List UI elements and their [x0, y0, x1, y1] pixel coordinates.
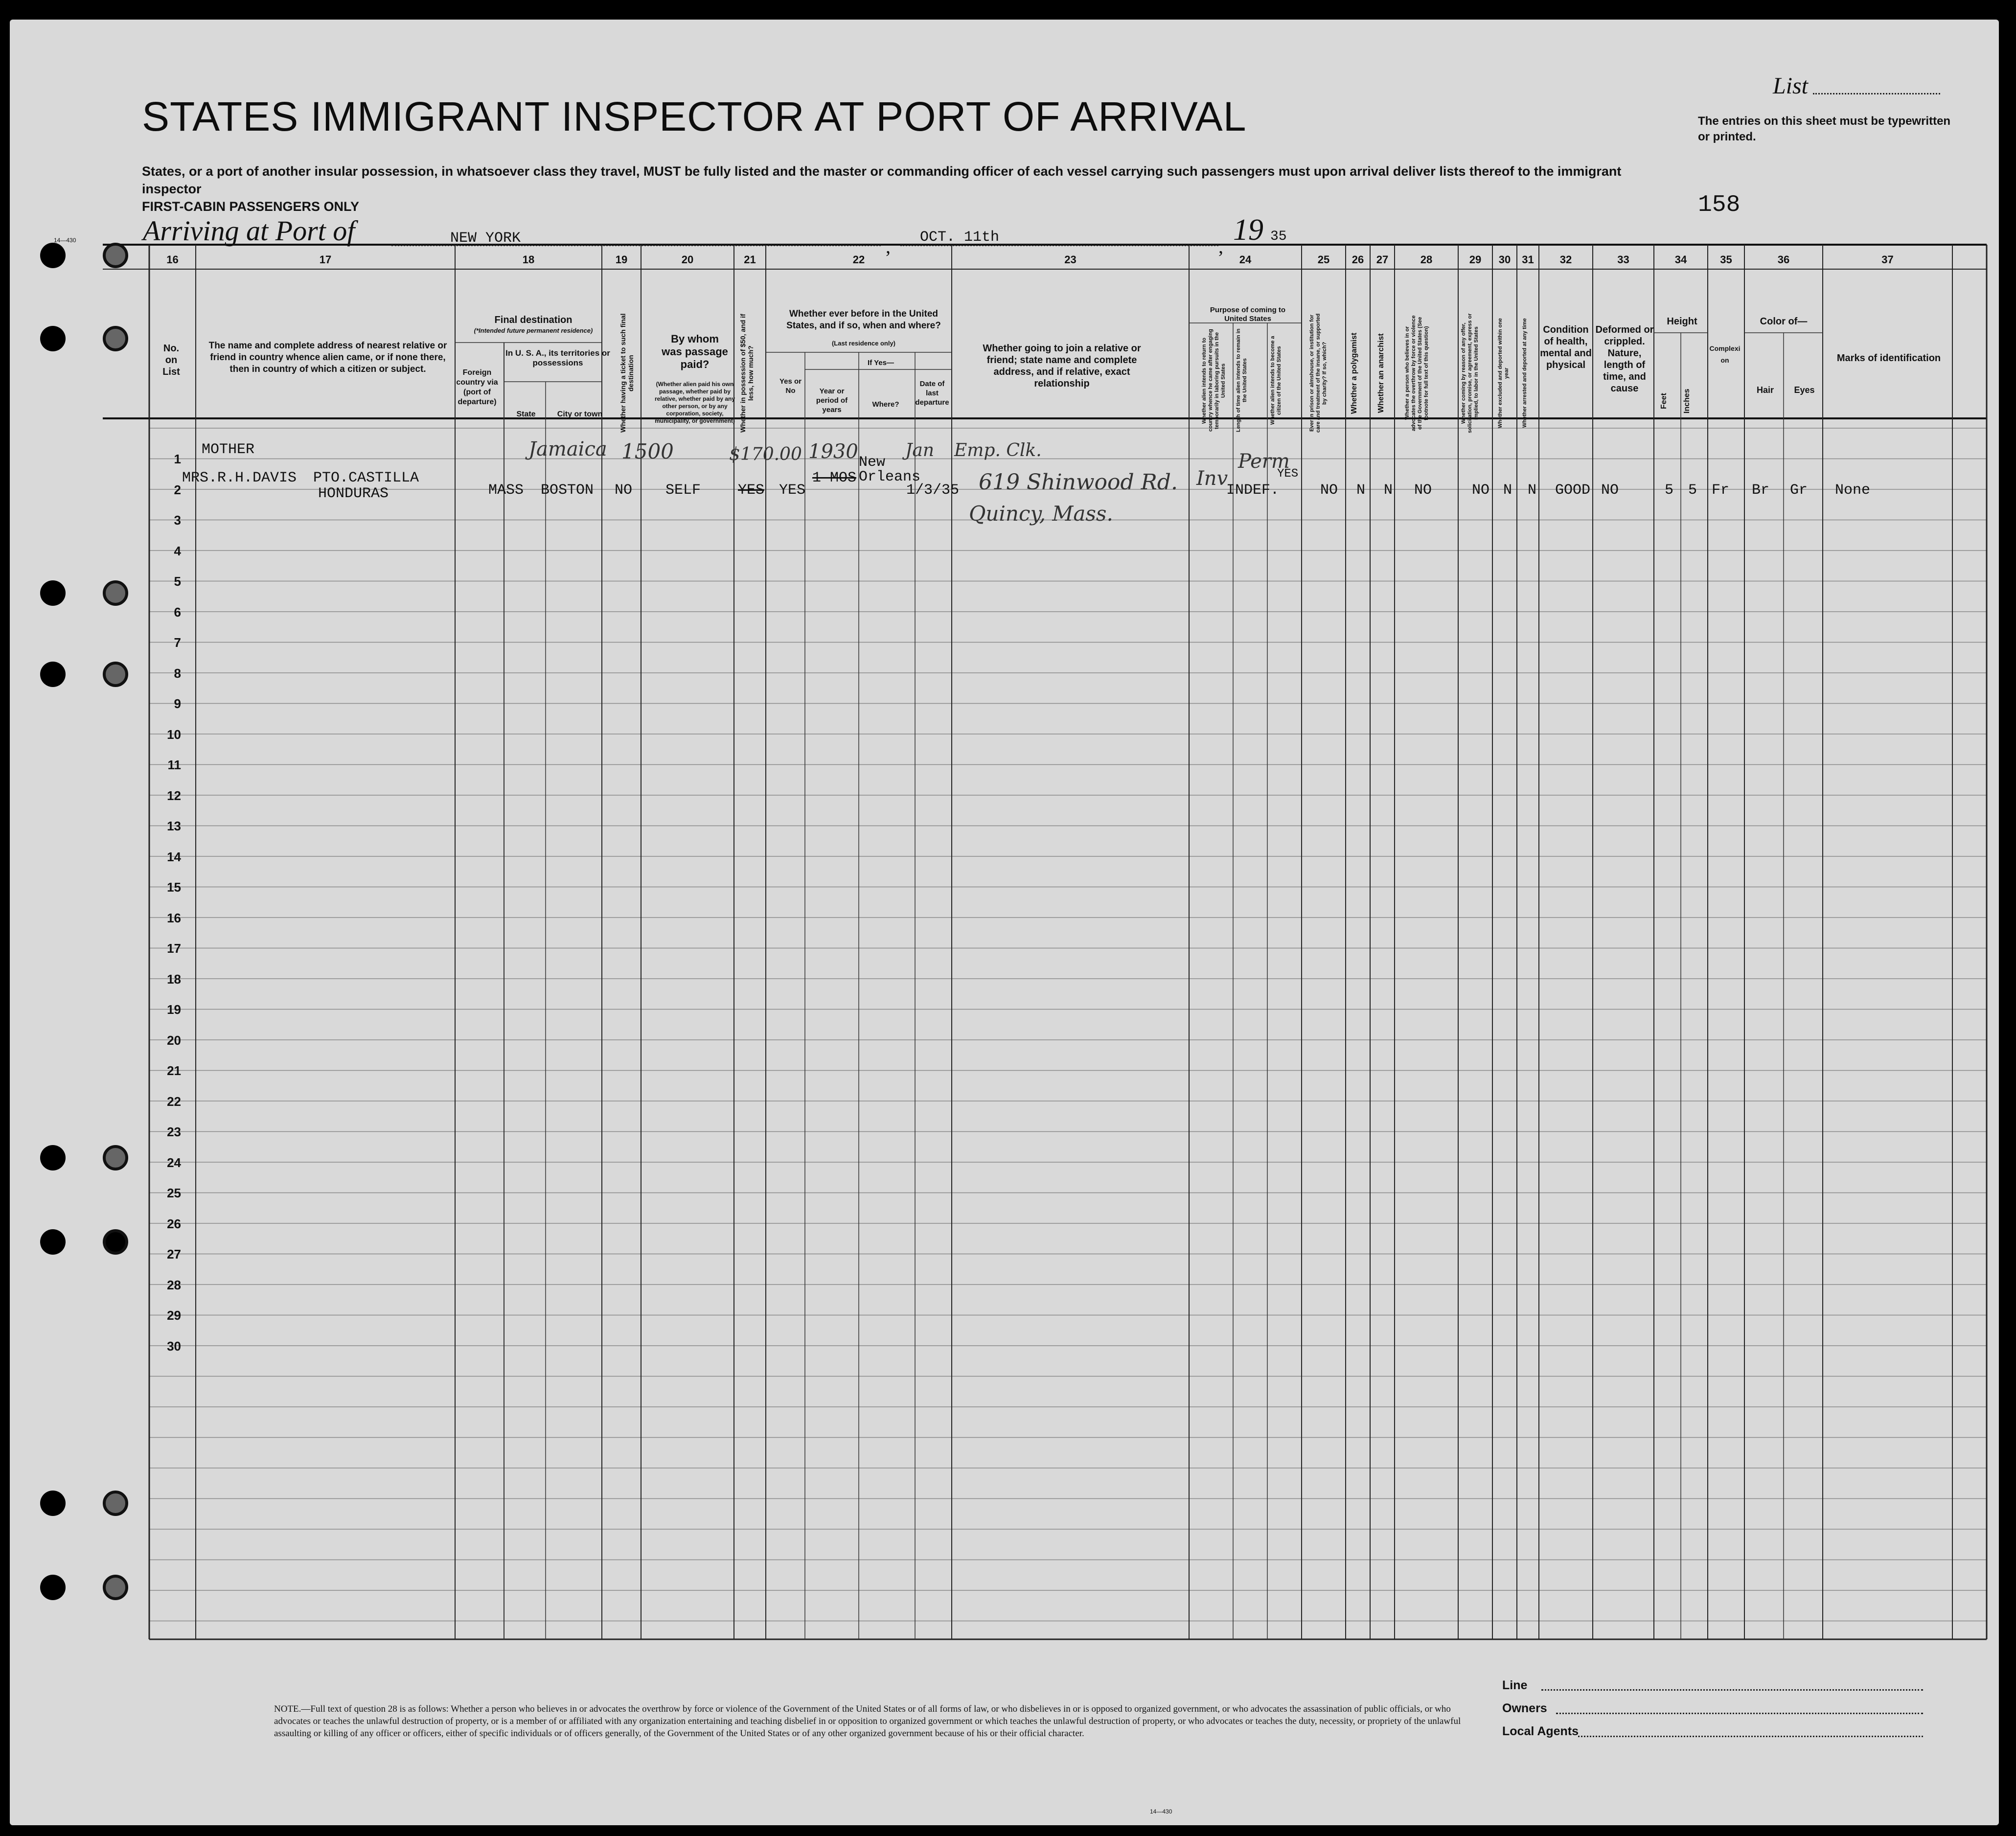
arriving-label: Arriving at Port of: [143, 215, 355, 247]
line-dotted: [1541, 1689, 1923, 1691]
row-number: 1: [174, 452, 181, 466]
column-number: 36: [1777, 253, 1790, 266]
entry-prison: NO: [1320, 482, 1338, 499]
header-overthrow: Whether a person who believes in or advocates the overthrow by force or violence of the Government of the United States (See footnote for full text of this question): [1404, 315, 1429, 431]
entry-hair: Br: [1752, 482, 1770, 499]
binder-hole: [40, 580, 66, 606]
entry-hand-ticket: 1500: [621, 439, 674, 463]
entry-before-years-hand: 1930: [808, 440, 858, 463]
entry-purpose-hand: Inv: [1196, 467, 1228, 490]
row-number: 2: [174, 482, 181, 497]
entry-last-departure: 1/3/35: [906, 482, 960, 499]
entry-eyes: Gr: [1790, 482, 1808, 499]
row-number: 29: [167, 1308, 181, 1323]
entry-departure-hand: Jan: [905, 440, 935, 460]
header-no-on-list: No. on List: [162, 343, 180, 377]
header-state: State: [516, 410, 536, 418]
binder-hole-ring: [103, 1145, 128, 1170]
entry-address-1: PTO.CASTILLA: [313, 470, 419, 486]
header-inches: Inches: [1683, 389, 1691, 414]
binder-hole: [40, 1229, 66, 1255]
binder-hole-ring: [103, 1229, 128, 1255]
owners-label: Owners: [1502, 1701, 1547, 1715]
binder-hole-ring: [103, 243, 128, 268]
column-number: 22: [852, 253, 865, 266]
entry-overthrow: NO: [1414, 482, 1432, 499]
column-number: 37: [1881, 253, 1894, 266]
header-marks: Marks of identification: [1836, 353, 1941, 364]
entry-polygamist: N: [1356, 482, 1366, 499]
column-number: 16: [166, 253, 179, 266]
entry-feet: 5: [1665, 482, 1674, 499]
date-value: OCT. 11th: [920, 229, 1000, 246]
header-deformed: Deformed or crippled. Nature, length of time, and cause: [1595, 324, 1654, 394]
row-number: 3: [174, 513, 181, 528]
header-where: Where?: [872, 400, 899, 409]
column-number: 17: [319, 253, 332, 266]
header-ticket: Whether having a ticket to such final destination: [619, 313, 635, 433]
header-if-yes: If Yes—: [868, 359, 894, 367]
column-number: 26: [1352, 253, 1364, 266]
row-number: 19: [167, 1002, 181, 1017]
entry-citizen: YES: [1277, 467, 1299, 481]
binder-hole: [40, 326, 66, 351]
column-number: 28: [1420, 253, 1433, 266]
entry-purpose-hand-2: Perm: [1238, 450, 1290, 473]
binder-hole-ring: [103, 580, 128, 606]
header-join-relative: Whether going to join a relative or friend; state name and complete address, and if relative, exact relationship: [983, 343, 1141, 389]
header-final-destination: Final destination: [494, 315, 573, 325]
header-arrested: Whether arrested and deported at any time: [1522, 318, 1528, 428]
row-number: 30: [167, 1338, 181, 1354]
row-number: 15: [167, 880, 181, 895]
column-number: 18: [522, 253, 535, 266]
row-number: 10: [167, 727, 181, 742]
header-polygamist: Whether a polygamist: [1350, 332, 1358, 414]
header-height: Height: [1667, 316, 1697, 327]
row-number: 21: [167, 1063, 181, 1078]
header-prison: Ever in prison or almshouse, or institution for care and treatment of the insane, or supported by charity? If so, which?: [1309, 313, 1328, 433]
form-grid: [10, 20, 1999, 1825]
comma-mark: ,: [886, 235, 891, 257]
header-last-residence: (Last residence only): [831, 340, 896, 347]
line-label: Line: [1502, 1678, 1528, 1692]
header-purpose-return: Whether alien intends to return to country whence he came after engaging temporarily in laboring pursuits in the United States: [1201, 329, 1226, 432]
header-feet: Feet: [1660, 393, 1668, 410]
column-number: 32: [1559, 253, 1572, 266]
header-complexion: Complexion: [1709, 344, 1741, 364]
entry-hand-destination: Jamaica: [528, 438, 607, 460]
entry-money: YES: [738, 482, 765, 499]
binder-hole-ring: [103, 662, 128, 687]
column-number: 20: [681, 253, 694, 266]
entry-complexion: Fr: [1712, 482, 1730, 499]
row-number: 5: [174, 574, 181, 589]
header-eyes: Eyes: [1794, 385, 1815, 395]
instructions-text: States, or a port of another insular possession, in whatsoever class they travel, MUST be fully listed and the master or commanding officer of each vessel carrying such passengers must upon arrival deliver lists thereof to the immigrant inspector: [142, 164, 1622, 196]
list-dotted-line: [1813, 93, 1940, 94]
row-number: 27: [167, 1247, 181, 1262]
binder-hole-ring: [103, 1575, 128, 1600]
comma-mark-2: ,: [1218, 235, 1223, 257]
agents-dotted: [1578, 1736, 1923, 1737]
binder-hole: [40, 662, 66, 687]
page-number: 158: [1698, 192, 1741, 218]
year-suffix: 35: [1270, 229, 1287, 244]
entry-deformed: NO: [1601, 482, 1619, 499]
entry-inches: 5: [1688, 482, 1697, 499]
header-purpose-citizen: Whether alien intends to become a citizen of the United States: [1270, 336, 1282, 425]
entry-excluded: N: [1503, 482, 1512, 499]
header-labor-offer: Whether coming by reason of any offer, solicitation, promise, or agreement, express or implied, to labor in the United States: [1461, 313, 1479, 433]
page-title: STATES IMMIGRANT INSPECTOR AT PORT OF ARRIVAL: [142, 93, 1247, 139]
binder-hole-ring: [103, 326, 128, 351]
entry-name: MRS.R.H.DAVIS: [182, 470, 297, 486]
row-number: 14: [167, 849, 181, 864]
header-nearest-relative: The name and complete address of nearest relative or friend in country whence alien came, or if none there, then in country of which a citizen or subject.: [208, 341, 447, 374]
sheet-note: The entries on this sheet must be typewritten or printed.: [1698, 115, 1951, 143]
entry-before-where: New Orleans: [859, 454, 921, 485]
header-usa: In U. S. A., its territories or possessions: [505, 348, 610, 367]
entry-labor: NO: [1472, 482, 1490, 499]
list-label: List: [1772, 73, 1808, 99]
row-number: 8: [174, 666, 181, 681]
row-number: 26: [167, 1216, 181, 1231]
form-code-bottom: 14—430: [1150, 1808, 1172, 1815]
year-prefix: 19: [1233, 213, 1263, 247]
row-number: 6: [174, 604, 181, 620]
entry-join-hand-1: Emp. Clk.: [954, 440, 1042, 460]
header-passage-paid-sub: (Whether alien paid his own passage, whether paid by relative, whether paid by any other person, or by any corporation, society, municipality, or government): [654, 381, 735, 424]
binder-hole: [40, 1575, 66, 1600]
entry-marks: None: [1835, 482, 1871, 499]
class-line: FIRST-CABIN PASSENGERS ONLY: [142, 199, 360, 214]
column-number: 31: [1522, 253, 1534, 266]
port-value: NEW YORK: [450, 230, 521, 247]
header-city: City or town: [557, 410, 603, 418]
entry-join-hand-3: Quincy, Mass.: [969, 502, 1113, 526]
entry-length: INDEF.: [1226, 482, 1280, 499]
header-yes-no: Yes or No: [779, 377, 802, 395]
header-anarchist: Whether an anarchist: [1377, 333, 1385, 413]
column-number: 34: [1674, 253, 1687, 266]
entry-ticket: NO: [615, 482, 633, 499]
header-foreign-country: Foreign country via (port of departure): [456, 368, 498, 406]
binder-hole: [40, 1491, 66, 1516]
header-hair: Hair: [1756, 385, 1774, 395]
header-purpose: Purpose of coming to United States: [1210, 306, 1286, 323]
row-number: 7: [174, 635, 181, 650]
header-final-destination-sub: (*Intended future permanent residence): [474, 327, 593, 334]
row-number: 20: [167, 1033, 181, 1048]
row-number: 12: [167, 788, 181, 803]
column-number: 27: [1376, 253, 1389, 266]
row-number: 18: [167, 971, 181, 987]
header-date-departure: Date of last departure: [915, 380, 949, 407]
entry-address-2: HONDURAS: [318, 485, 389, 502]
column-number: 24: [1239, 253, 1252, 266]
row-number: 24: [167, 1155, 181, 1170]
header-health: Condition of health, mental and physical: [1540, 324, 1592, 370]
entry-relationship: MOTHER: [202, 441, 255, 458]
column-number: 33: [1617, 253, 1629, 266]
header-purpose-length: Length of time alien intends to remain in the United States: [1236, 328, 1248, 433]
header-money: Whether in possession of $50, and if less, how much?: [739, 314, 755, 433]
agents-label: Local Agents: [1502, 1724, 1579, 1738]
column-number: 29: [1469, 253, 1482, 266]
column-number: 25: [1317, 253, 1330, 266]
entry-anarchist: N: [1384, 482, 1393, 499]
column-number: 35: [1720, 253, 1732, 266]
entry-state: MASS: [488, 482, 524, 499]
header-color-of: Color of—: [1760, 316, 1808, 327]
entry-health: GOOD: [1555, 482, 1591, 499]
entry-city: BOSTON: [541, 482, 594, 499]
entry-join-hand-2: 619 Shinwood Rd.: [979, 470, 1178, 495]
row-number: 25: [167, 1186, 181, 1200]
column-number: 23: [1064, 253, 1077, 266]
header-ever-before: Whether ever before in the United States, and if so, when and where?: [786, 309, 941, 331]
column-number: 19: [615, 253, 628, 266]
manifest-sheet: [10, 20, 1999, 1825]
column-number: 21: [744, 253, 756, 266]
row-number: 16: [167, 910, 181, 925]
form-code-top: 14—430: [54, 237, 76, 244]
row-number: 17: [167, 941, 181, 956]
entry-before-yes: YES: [779, 482, 806, 499]
header-passage-paid: By whom was passage paid?: [662, 333, 728, 370]
row-number: 28: [167, 1277, 181, 1292]
row-number: 23: [167, 1125, 181, 1139]
binder-hole: [40, 1145, 66, 1170]
binder-hole: [40, 243, 66, 268]
entry-before-years: 1 MOS: [812, 470, 857, 486]
instructions: [142, 162, 1659, 215]
row-number: 11: [167, 757, 181, 772]
row-number: 4: [174, 543, 181, 558]
row-number: 22: [167, 1094, 181, 1109]
row-number: 9: [174, 696, 181, 711]
entry-arrested: N: [1528, 482, 1537, 499]
header-period: Year or period of years: [816, 387, 848, 414]
binder-hole-ring: [103, 1491, 128, 1516]
column-number: 30: [1498, 253, 1511, 266]
footnote: NOTE.—Full text of question 28 is as follows: Whether a person who believes in or advocates the overthrow by force or violence of the Government of the United States or of all forms of law, or who disbelieves in or is opposed to organized government, or who advocates the assassination of public officials, or who advocates or teaches the unlawful destruction of property, or is a member of or affiliated with any organization entertaining and teaching disbelief in or opposition to organized government or which teaches the unlawful destruction of property, or who advocates or teaches the duty, necessity, or propriety of the unlawful assaulting or killing of any officer or officers, either of specific individuals or of officers generally, of the Government of the United States or of any other organized government because of his or their official character.: [274, 1704, 1461, 1739]
owners-dotted: [1556, 1713, 1923, 1714]
row-number: 13: [167, 819, 181, 833]
header-excluded: Whether excluded and deported within one year: [1497, 318, 1510, 428]
entry-paid-by: SELF: [665, 482, 701, 499]
entry-money-hand: $170.00: [729, 444, 802, 464]
